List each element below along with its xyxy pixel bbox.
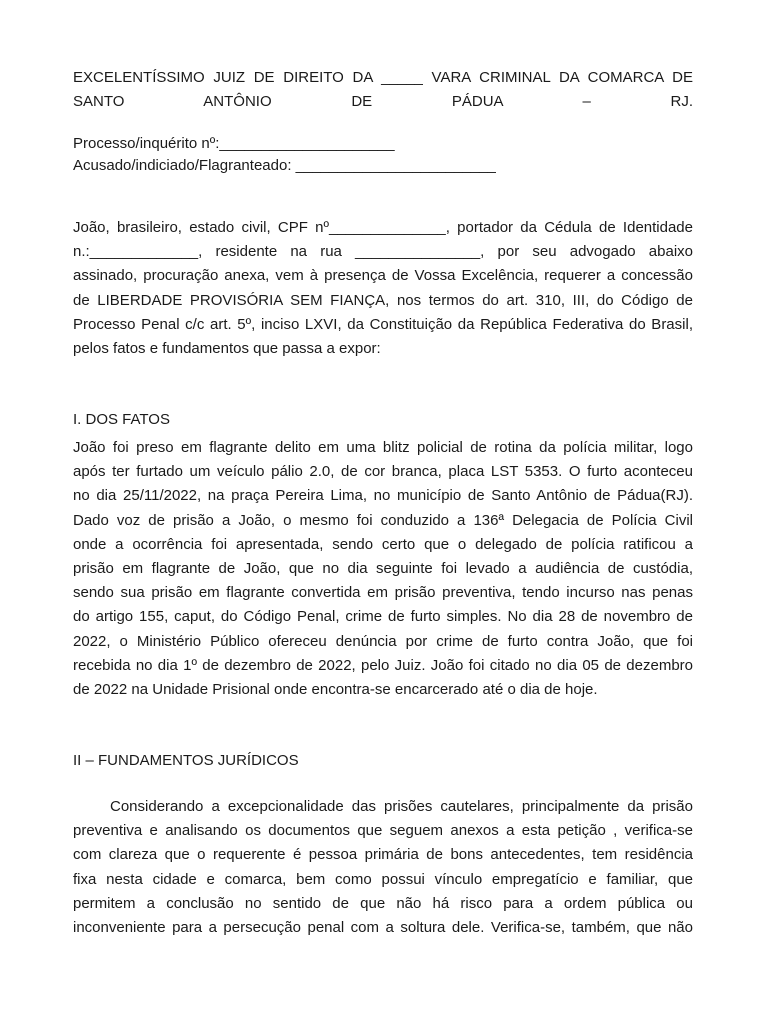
addressee-line-1: EXCELENTÍSSIMO JUIZ DE DIREITO DA _____ VARA CRIMINAL DA COMARCA DE — [73, 69, 693, 86]
fundamento-line: fixa nesta cidade e comarca, bem como possui vínculo empregatício e familiar, que — [73, 870, 693, 888]
intro-line: pelos fatos e fundamentos que passa a expor: — [73, 340, 381, 358]
fundamento-line: inconveniente para a persecução penal com a soltura dele. Verifica-se, também, que não — [73, 919, 693, 937]
fact-line: de 2022 na Unidade Prisional onde encontra-se encarcerado até o dia de hoje. — [73, 681, 598, 699]
addressee-line-2: SANTO ANTÔNIO DE PÁDUA – RJ. — [73, 93, 693, 111]
intro-paragraph — [73, 216, 693, 361]
acusado-field: Acusado/indiciado/Flagranteado: ________________________ — [73, 157, 496, 174]
intro-line: n.:_____________, residente na rua _______________, por seu advogado abaixo — [73, 243, 693, 261]
fact-line: após ter furtado um veículo pálio 2.0, de cor branca, placa LST 5353. O furto aconteceu — [73, 463, 693, 481]
fundamento-line: Considerando a excepcionalidade das prisões cautelares, principalmente da prisão — [110, 798, 693, 815]
fact-line: João foi preso em flagrante delito em uma blitz policial de rotina da polícia militar, logo — [73, 439, 693, 456]
addressee-header — [73, 66, 693, 114]
fundamento-line: com clareza que o requerente é pessoa primária de bons antecedentes, tem residência — [73, 846, 693, 864]
section-2-title: II – FUNDAMENTOS JURÍDICOS — [73, 752, 299, 769]
case-info — [73, 133, 693, 177]
fact-line: prisão em flagrante de João, que no dia seguinte foi levado a audiência de custódia, — [73, 560, 693, 578]
fact-line: Dado voz de prisão a João, o mesmo foi conduzido a 136ª Delegacia de Polícia Civil — [73, 511, 693, 529]
fact-line: no dia 25/11/2022, na praça Pereira Lima, no município de Santo Antônio de Pádua(RJ). — [73, 487, 693, 505]
section-1-body — [73, 436, 693, 702]
intro-line: João, brasileiro, estado civil, CPF nº______________, portador da Cédula de Identidade — [73, 219, 693, 236]
fundamento-line: preventiva e analisando os documentos que seguem anexos a esta petição , verifica-se — [73, 822, 693, 840]
fact-line: recebida no dia 1º de dezembro de 2022, pelo Juiz. João foi citado no dia 05 de dezembro — [73, 656, 693, 674]
processo-field: Processo/inquérito nº:_____________________ — [73, 135, 395, 152]
fact-line: onde a ocorrência foi apresentada, sendo certo que o delegado de polícia ratificou a — [73, 535, 693, 553]
section-2-body — [73, 795, 693, 940]
fact-line: do artigo 155, caput, do Código Penal, crime de furto simples. No dia 28 de novembro de — [73, 608, 693, 626]
section-1-title: I. DOS FATOS — [73, 411, 170, 428]
fact-line: sendo sua prisão em flagrante convertida em prisão preventiva, tendo incurso nas penas — [73, 584, 693, 602]
intro-line: de LIBERDADE PROVISÓRIA SEM FIANÇA, nos termos do art. 310, III, do Código de — [73, 291, 693, 309]
intro-line: assinado, procuração anexa, vem à presença de Vossa Excelência, requerer a concessão — [73, 267, 693, 285]
intro-line: Processo Penal c/c art. 5º, inciso LXVI, da Constituição da República Federativa do Brasil, — [73, 315, 693, 333]
fundamento-line: permitem a conclusão no sentido de que não há risco para a ordem pública ou — [73, 894, 693, 912]
fact-line: 2022, o Ministério Público ofereceu denúncia por crime de furto contra João, que foi — [73, 632, 693, 650]
